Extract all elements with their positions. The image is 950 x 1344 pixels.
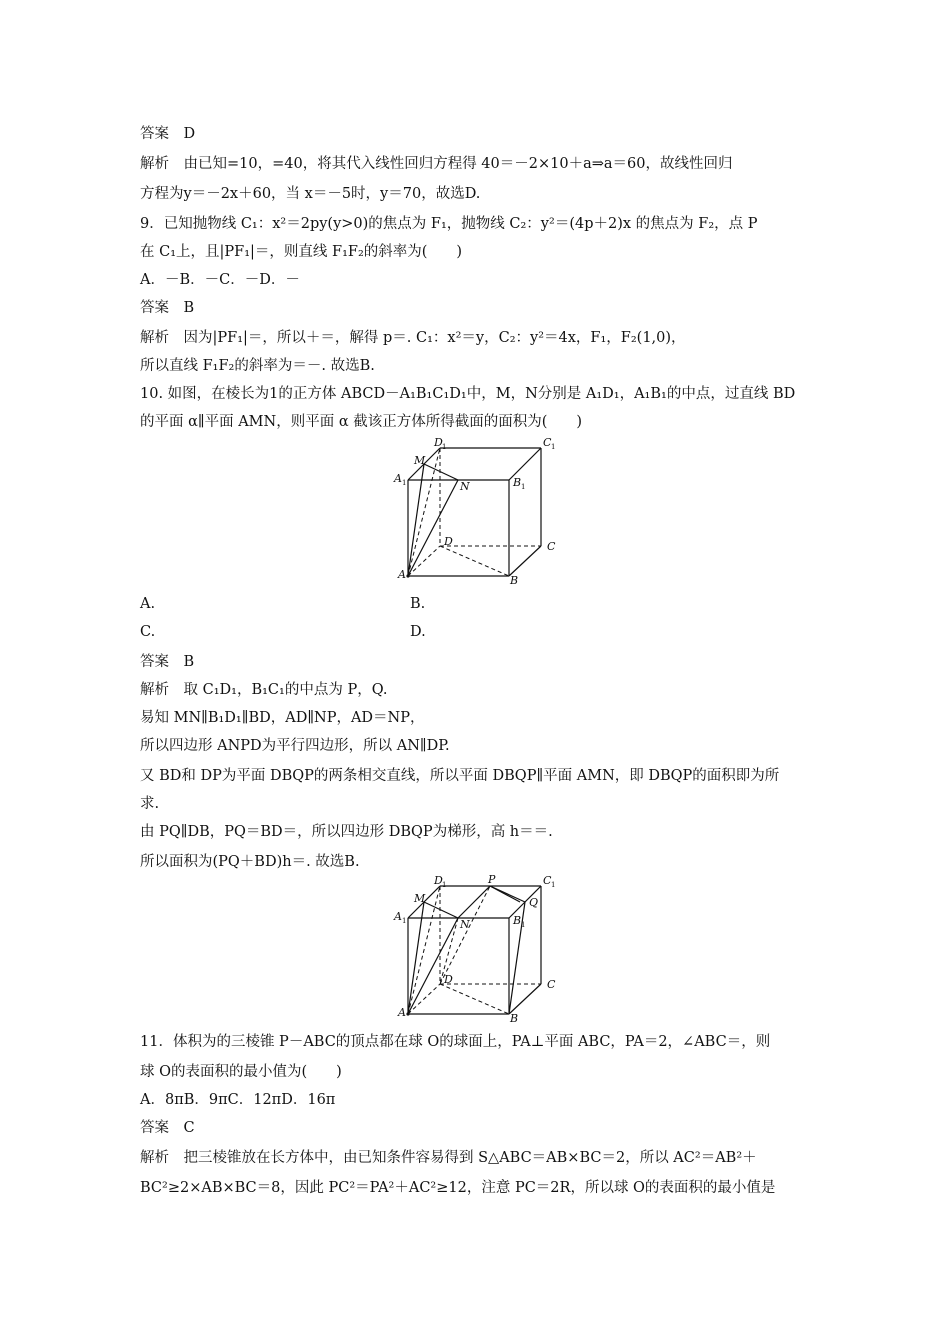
label2-C1: C: [543, 874, 552, 887]
explanation-11-line1: 解析 把三棱锥放在长方体中，由已知条件容易得到 S△ABC＝AB×BC＝2，所以 AC²＝AB²＋: [140, 1150, 757, 1166]
label2-C: C: [547, 978, 556, 991]
label-M: M: [414, 454, 426, 467]
label2-C1-sub: 1: [551, 881, 556, 889]
label-B: B: [510, 574, 519, 586]
question-10-line1: 10. 如图，在棱长为1的正方体 ABCD－A₁B₁C₁D₁中，M，N分别是 A₁D₁，A₁B₁的中点，过直线 BD: [140, 386, 796, 402]
label2-A: A: [398, 1006, 406, 1019]
explanation-9-line2: 所以直线 F₁F₂的斜率为＝－. 故选B.: [140, 358, 375, 374]
label-B1: B: [513, 476, 522, 489]
label-A: A: [398, 568, 406, 581]
explanation-9-line1: 解析 因为|PF₁|＝，所以＋＝，解得 p＝. C₁：x²＝y，C₂：y²＝4x，F₁，F₂(1,0)，: [140, 330, 686, 346]
question-9-options: A．－B．－C．－D．－: [140, 272, 300, 288]
label-C1-sub: 1: [551, 443, 556, 451]
explanation-10-line1: 解析 取 C₁D₁，B₁C₁的中点为 P，Q.: [140, 682, 388, 698]
answer-9: 答案 B: [140, 300, 195, 316]
question-10-line2: 的平面 α∥平面 AMN，则平面 α 截该正方体所得截面的面积为( ): [140, 414, 583, 430]
option-B: B.: [410, 596, 426, 612]
label-D1-sub: 1: [442, 443, 447, 451]
label2-Q: Q: [529, 896, 539, 909]
explanation-10-line2: 易知 MN∥B₁D₁∥BD，AD∥NP，AD＝NP，: [140, 710, 425, 726]
label2-M: M: [414, 892, 426, 905]
label2-B: B: [510, 1012, 519, 1024]
label2-A1: A: [394, 910, 402, 923]
question-9-line2: 在 C₁上，且|PF₁|＝，则直线 F₁F₂的斜率为( ): [140, 244, 463, 260]
explanation-10-line3: 所以四边形 ANPD为平行四边形，所以 AN∥DP.: [140, 738, 450, 754]
label-C1: C: [543, 436, 552, 449]
question-11-line2: 球 O的表面积的最小值为( ): [140, 1064, 342, 1080]
explanation-8-line1: 解析 由已知=10，=40，将其代入线性回归方程得 40＝－2×10＋a⇒a＝60，故线性回归: [140, 156, 733, 172]
cube-figure-2: [392, 874, 562, 1024]
explanation-10-line6: 由 PQ∥DB，PQ＝BD＝，所以四边形 DBQP为梯形，高 h＝＝.: [140, 824, 553, 840]
label2-D1-sub: 1: [442, 881, 447, 889]
cube-figure-1: [392, 436, 562, 586]
answer-11: 答案 C: [140, 1120, 195, 1136]
label2-B1-sub: 1: [521, 921, 526, 929]
label-N: N: [460, 480, 470, 493]
label-D1: D: [434, 436, 443, 449]
answer-9-label: 答案 D: [140, 126, 196, 142]
explanation-10-line5: 求.: [140, 796, 160, 812]
label-D: D: [444, 535, 453, 548]
explanation-10-line7: 所以面积为(PQ＋BD)h＝. 故选B.: [140, 854, 360, 870]
label-C: C: [547, 540, 556, 553]
question-9-line1: 9．已知抛物线 C₁：x²＝2py(y>0)的焦点为 F₁，抛物线 C₂：y²＝(4p＋2)x 的焦点为 F₂，点 P: [140, 216, 758, 232]
question-11-line1: 11．体积为的三棱锥 P－ABC的顶点都在球 O的球面上，PA⊥平面 ABC，PA＝2，∠ABC＝，则: [140, 1034, 771, 1050]
answer-10: 答案 B: [140, 654, 195, 670]
question-11-options: A．8πB．9πC．12πD．16π: [140, 1092, 336, 1108]
option-C: C.: [140, 624, 156, 640]
option-D: D.: [410, 624, 426, 640]
label2-A1-sub: 1: [402, 917, 407, 925]
option-A: A.: [140, 596, 156, 612]
label2-N: N: [460, 918, 470, 931]
explanation-10-line4: 又 BD和 DP为平面 DBQP的两条相交直线，所以平面 DBQP∥平面 AMN，即 DBQP的面积即为所: [140, 768, 780, 784]
label2-B1: B: [513, 914, 522, 927]
explanation-8-line2: 方程为y＝－2x＋60，当 x＝－5时，y＝70，故选D.: [140, 186, 481, 202]
label-A1: A: [394, 472, 402, 485]
label2-P: P: [488, 874, 496, 886]
explanation-11-line2: BC²≥2×AB×BC＝8，因此 PC²＝PA²＋AC²≥12，注意 PC＝2R，所以球 O的表面积的最小值是: [140, 1180, 776, 1196]
label-B1-sub: 1: [521, 483, 526, 491]
label-A1-sub: 1: [402, 479, 407, 487]
label2-D1: D: [434, 874, 443, 887]
label2-D: D: [444, 973, 453, 986]
